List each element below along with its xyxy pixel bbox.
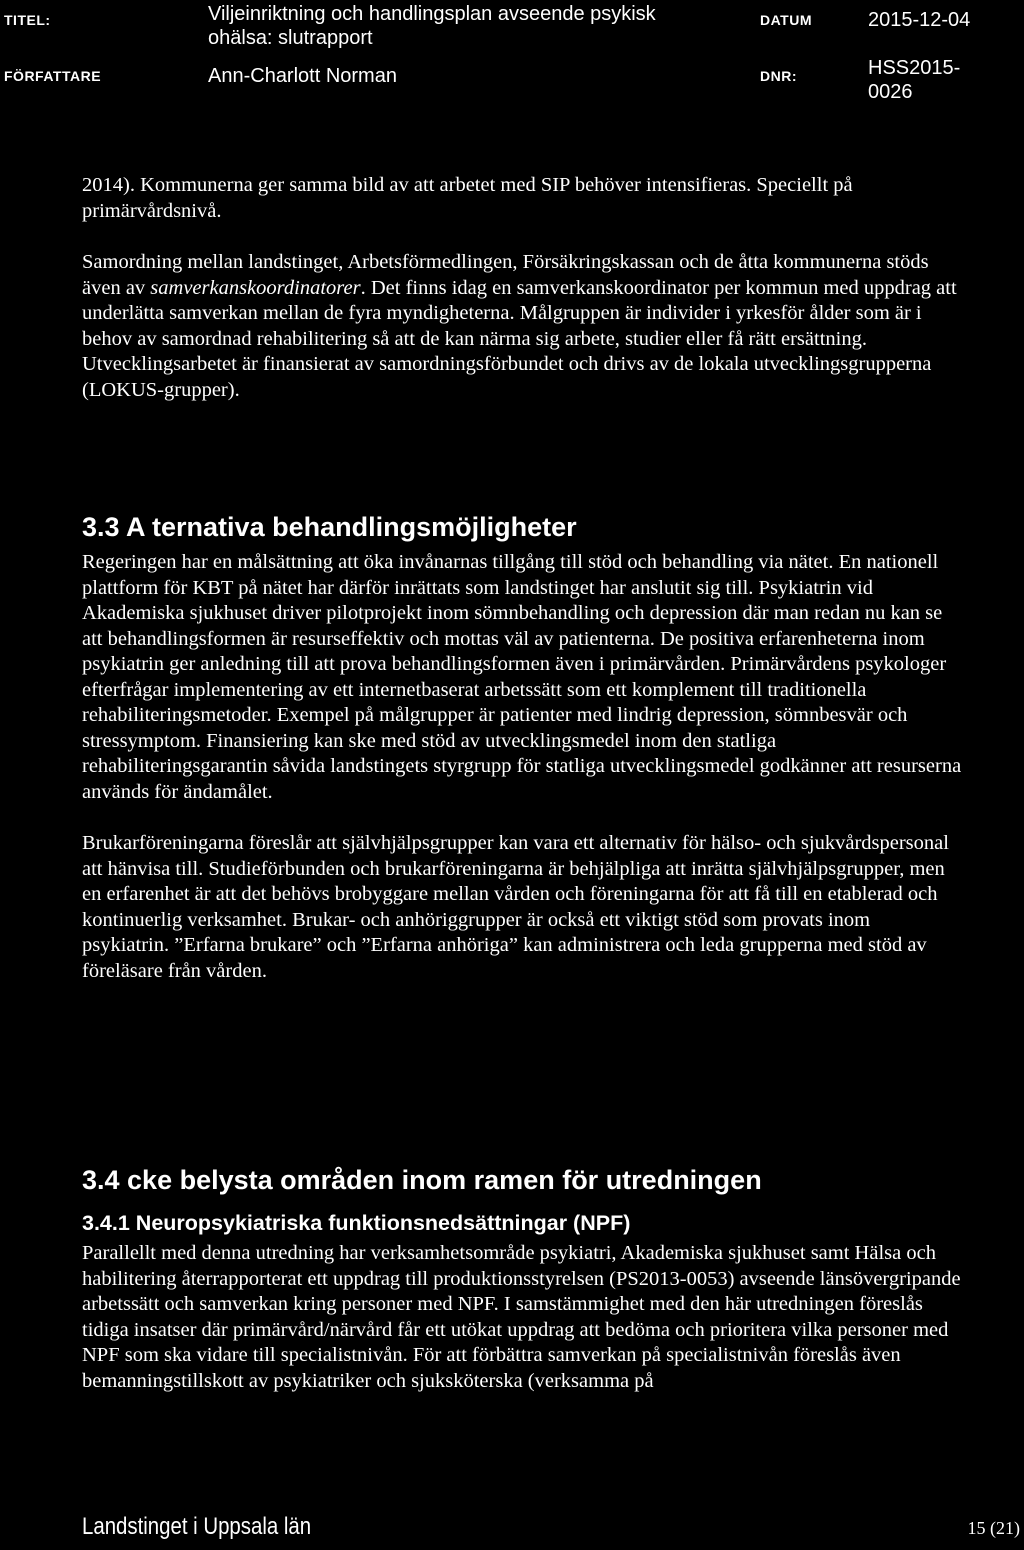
section-heading: 3.3 A ternativa behandlingsmöjligheter bbox=[82, 512, 577, 542]
paragraph: 2014). Kommunerna ger samma bild av att arbetet med SIP behöver intensifieras. Speciellt på primärvårdsnivå. bbox=[82, 174, 853, 222]
document-title-line2: ohälsa: slutrapport bbox=[208, 27, 373, 49]
emphasized-term: samverkanskoordinatorer bbox=[150, 276, 361, 299]
paragraph-text: Samordning mellan landstinget, Arbetsförmedlingen, Försäkringskassan och de åtta kommunerna stöds även av bbox=[82, 251, 929, 299]
date-value: 2015-12-04 bbox=[868, 9, 971, 31]
page-number: 15 (21) bbox=[967, 1518, 1020, 1538]
document-title-line1: Viljeinriktning och handlingsplan avseende psykisk bbox=[208, 3, 656, 25]
document-title bbox=[208, 2, 728, 50]
footer-organization: Landstinget i Uppsala län bbox=[82, 1513, 312, 1540]
title-label: TITEL: bbox=[4, 12, 51, 28]
paragraph: Regeringen har en målsättning att öka invånarnas tillgång till stöd och behandling via nätet. En nationell plattform för KBT på nätet har därför inrättats som landstinget har anslutit sig till. Psykiatrin vid Akademiska sjukhuset driver pilotprojekt inom sömnbehandling och depression där man redan nu kan se att behandlingsformen är resurseffektiv och mottas väl av patienterna. De positiva erfarenheterna inom psykiatrin ger anledning till att prova behandlingsformen även i primärvården. Primärvårdens psykologer efterfrågar implementering av ett internetbaserat arbetssätt som ett komplement till traditionella rehabiliteringsmetoder. Exempel på målgrupper är patienter med lindrig depression, sömnbesvär och stressymptom. Finansiering kan ske med stöd av utvecklingsmedel inom den statliga rehabiliteringsgarantin såvida landstingets styrgrupp för statliga utvecklingsmedel godkänner att resurserna används för ändamålet. bbox=[82, 551, 962, 803]
author-value: Ann-Charlott Norman bbox=[208, 65, 397, 87]
paragraph: Brukarföreningarna föreslår att självhjälpsgrupper kan vara ett alternativ för hälso- och sjukvårdspersonal att hänvisa till. Studieförbunden och brukarföreningarna är behjälpliga att inrätta självhjälpsgrupper, men en erfarenhet är att det behövs brobyggare mellan vården och föreningarna för att få till en etablerad och kontinuerlig verksamhet. Brukar- och anhöriggrupper är också ett viktigt stöd som provats inom psykiatrin. ”Erfarna brukare” och ”Erfarna anhöriga” kan administrera och leda grupperna med stöd av föreläsare från vården. bbox=[82, 832, 949, 982]
subsection-heading: 3.4.1 Neuropsykiatriska funktionsnedsättningar (NPF) bbox=[82, 1211, 631, 1235]
paragraph-text: . Det finns idag en samverkanskoordinator per kommun med uppdrag att underlätta samverkan mellan de fyra myndigheterna. Målgruppen är individer i yrkesför ålder som är i behov av samordnad rehabilitering så att de kan närma sig arbete, studier eller få rätt ersättning. Utvecklingsarbetet är finansierat av samordningsförbundet och drivs av de lokala utvecklingsgrupperna (LOKUS-grupper). bbox=[82, 276, 957, 401]
section-heading: 3.4 cke belysta områden inom ramen för utredningen bbox=[82, 1165, 762, 1195]
section-3-4 bbox=[82, 1163, 962, 1394]
body-content bbox=[82, 173, 962, 403]
section-3-3 bbox=[82, 510, 962, 984]
dnr-value-line1: HSS2015- bbox=[868, 57, 961, 79]
dnr-label: DNR: bbox=[760, 68, 797, 84]
paragraph: Parallellt med denna utredning har verksamhetsområde psykiatri, Akademiska sjukhuset samt Hälsa och habilitering återrapporterat ett uppdrag till produktionsstyrelsen (PS2013-0053) avseende länsövergripande arbetssätt och samverkan kring personer med NPF. I samstämmighet med den här utredningen föreslås tidiga insatser där primärvård/närvård får ett utökat uppdrag att bedöma och prioritera vilka personer med NPF som ska vidare till specialistnivån. För att förbättra samverkan på specialistnivån föreslås även bemanningstillskott av psykiatriker och sjuksköterska (verksamma på bbox=[82, 1242, 961, 1392]
dnr-value bbox=[868, 56, 960, 104]
date-label: DATUM bbox=[760, 12, 813, 28]
author-label: FÖRFATTARE bbox=[4, 68, 102, 84]
paragraph-samordning bbox=[82, 250, 962, 403]
dnr-value-line2: 0026 bbox=[868, 81, 913, 103]
